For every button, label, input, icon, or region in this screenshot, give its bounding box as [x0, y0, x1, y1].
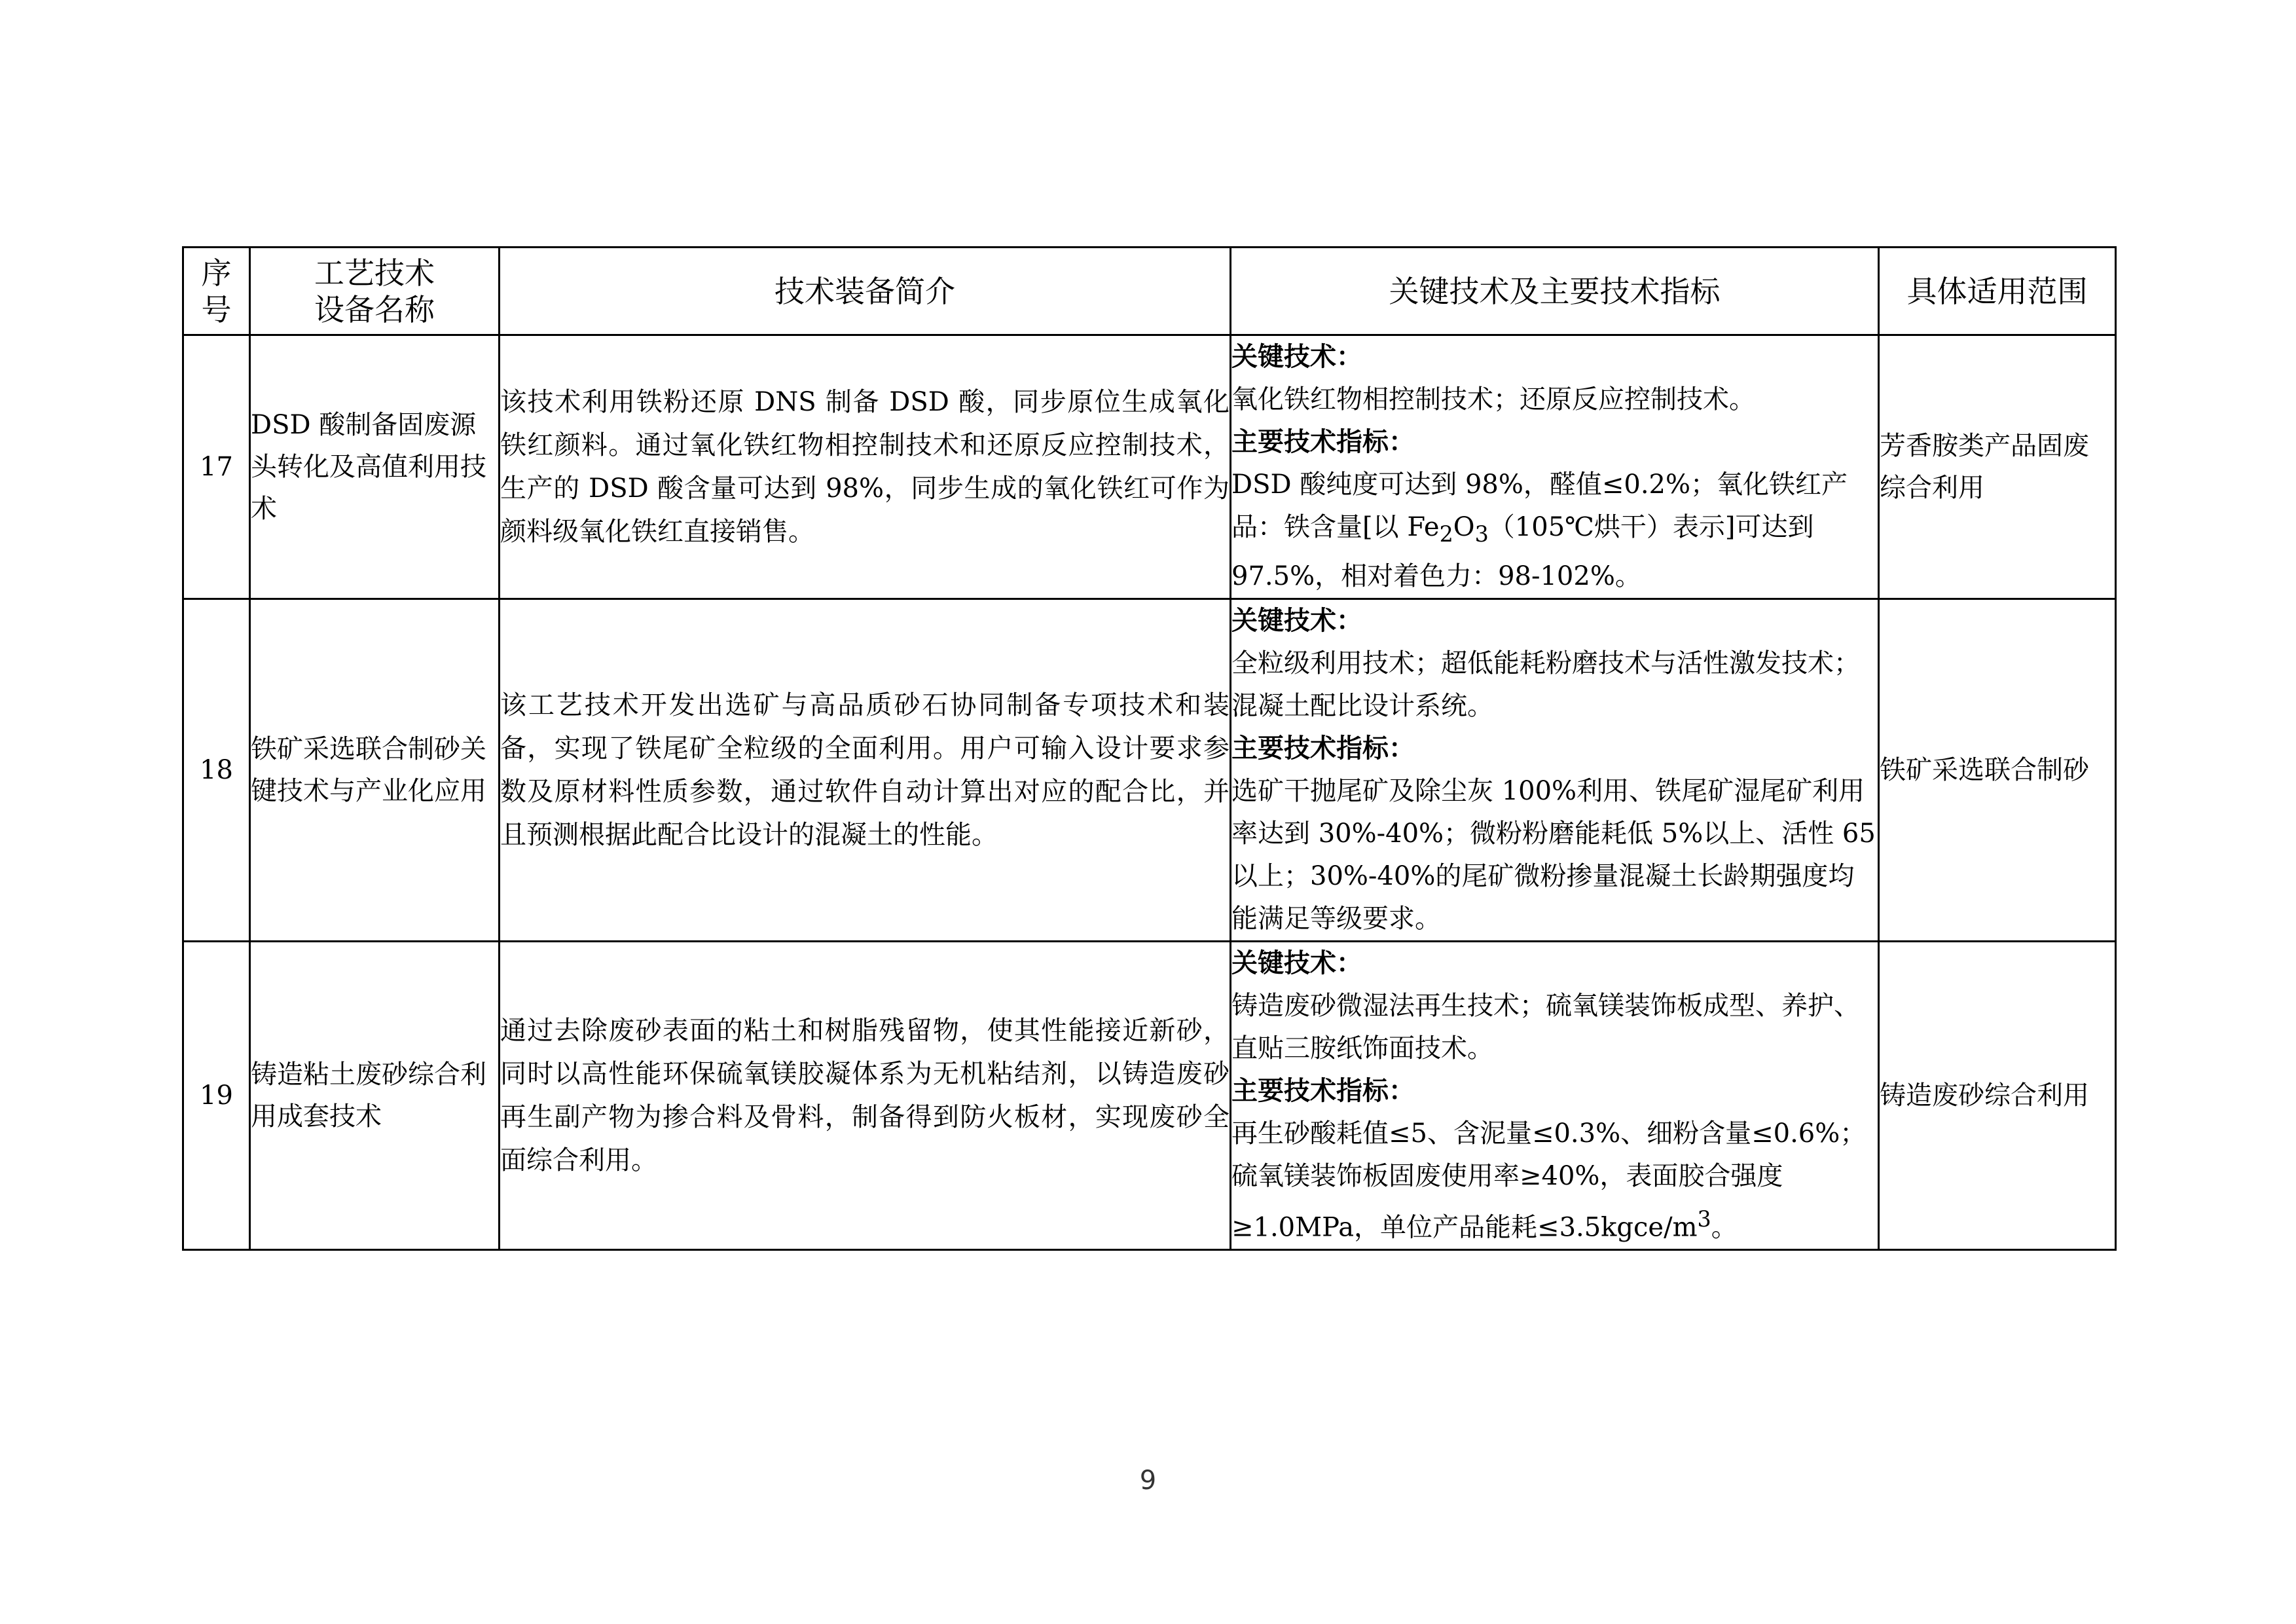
- indicators-label: 主要技术指标：: [1231, 1076, 1415, 1106]
- key-tech-label: 关键技术：: [1231, 342, 1362, 372]
- row-name: 铸造粘土废砂综合利用成套技术: [250, 942, 500, 1250]
- key-tech-text: 铸造废砂微湿法再生技术；硫氧镁装饰板成型、养护、直贴三胺纸饰面技术。: [1231, 991, 1860, 1063]
- row-intro: 该工艺技术开发出选矿与高品质砂石协同制备专项技术和装备，实现了铁尾矿全粒级的全面利用。用户可输入设计要求参数及原材料性质参数，通过软件自动计算出对应的配合比，并且预测根据此配合比设计的混凝土的性能。: [500, 599, 1231, 942]
- key-tech-label: 关键技术：: [1231, 606, 1362, 636]
- key-tech-text: 全粒级利用技术；超低能耗粉磨技术与活性激发技术；混凝土配比设计系统。: [1231, 648, 1860, 721]
- header-name: 工艺技术 设备名称: [250, 248, 500, 335]
- row-seq: 18: [183, 599, 250, 942]
- key-tech-text: 氧化铁红物相控制技术；还原反应控制技术。: [1231, 384, 1755, 415]
- indicators-text: 选矿干抛尾矿及除尘灰 100%利用、铁尾矿湿尾矿利用率达到 30%-40%；微粉粉磨能耗低 5%以上、活性 65 以上；30%-40%的尾矿微粉掺量混凝土长龄期强度均能满足等级要求。: [1231, 776, 1876, 934]
- header-scope: 具体适用范围: [1879, 248, 2116, 335]
- table-row: [183, 335, 2116, 599]
- table-header-row: [183, 248, 2116, 335]
- row-scope: 芳香胺类产品固废综合利用: [1879, 335, 2116, 599]
- row-key-indicators: [1231, 942, 1879, 1250]
- row-intro: 通过去除废砂表面的粘土和树脂残留物，使其性能接近新砂，同时以高性能环保硫氧镁胶凝体系为无机粘结剂，以铸造废砂再生副产物为掺合料及骨料，制备得到防火板材，实现废砂全面综合利用。: [500, 942, 1231, 1250]
- row-name: 铁矿采选联合制砂关键技术与产业化应用: [250, 599, 500, 942]
- page-number: 9: [1139, 1466, 1157, 1496]
- row-key-indicators: [1231, 335, 1879, 599]
- table-row: [183, 942, 2116, 1250]
- row-intro: 该技术利用铁粉还原 DNS 制备 DSD 酸，同步原位生成氧化铁红颜料。通过氧化铁红物相控制技术和还原反应控制技术，生产的 DSD 酸含量可达到 98%，同步生成的氧化铁红可作为颜料级氧化铁红直接销售。: [500, 335, 1231, 599]
- indicators-text: 再生砂酸耗值≤5、含泥量≤0.3%、细粉含量≤0.6%；硫氧镁装饰板固废使用率≥40%，表面胶合强度≥1.0MPa，单位产品能耗$\le 3.5kgce/m^3$。: [1231, 1118, 1867, 1243]
- row-seq: 17: [183, 335, 250, 599]
- header-key: 关键技术及主要技术指标: [1231, 248, 1879, 335]
- technology-table: [182, 246, 2117, 1251]
- table-row: [183, 599, 2116, 942]
- key-tech-label: 关键技术：: [1231, 948, 1362, 978]
- row-name: DSD 酸制备固废源头转化及高值利用技术: [250, 335, 500, 599]
- row-seq: 19: [183, 942, 250, 1250]
- indicators-label: 主要技术指标：: [1231, 427, 1415, 457]
- header-intro: 技术装备简介: [500, 248, 1231, 335]
- row-scope: 铁矿采选联合制砂: [1879, 599, 2116, 942]
- indicators-label: 主要技术指标：: [1231, 733, 1415, 764]
- indicators-text: DSD 酸纯度可达到 98%，醛值≤0.2%；氧化铁红产品：铁含量[以 $Fe_2O_3(105℃$烘干）表示]可达到 97.5%，相对着色力：98-102%。: [1231, 470, 1848, 591]
- row-key-indicators: [1231, 599, 1879, 942]
- row-scope: 铸造废砂综合利用: [1879, 942, 2116, 1250]
- header-seq: 序 号: [183, 248, 250, 335]
